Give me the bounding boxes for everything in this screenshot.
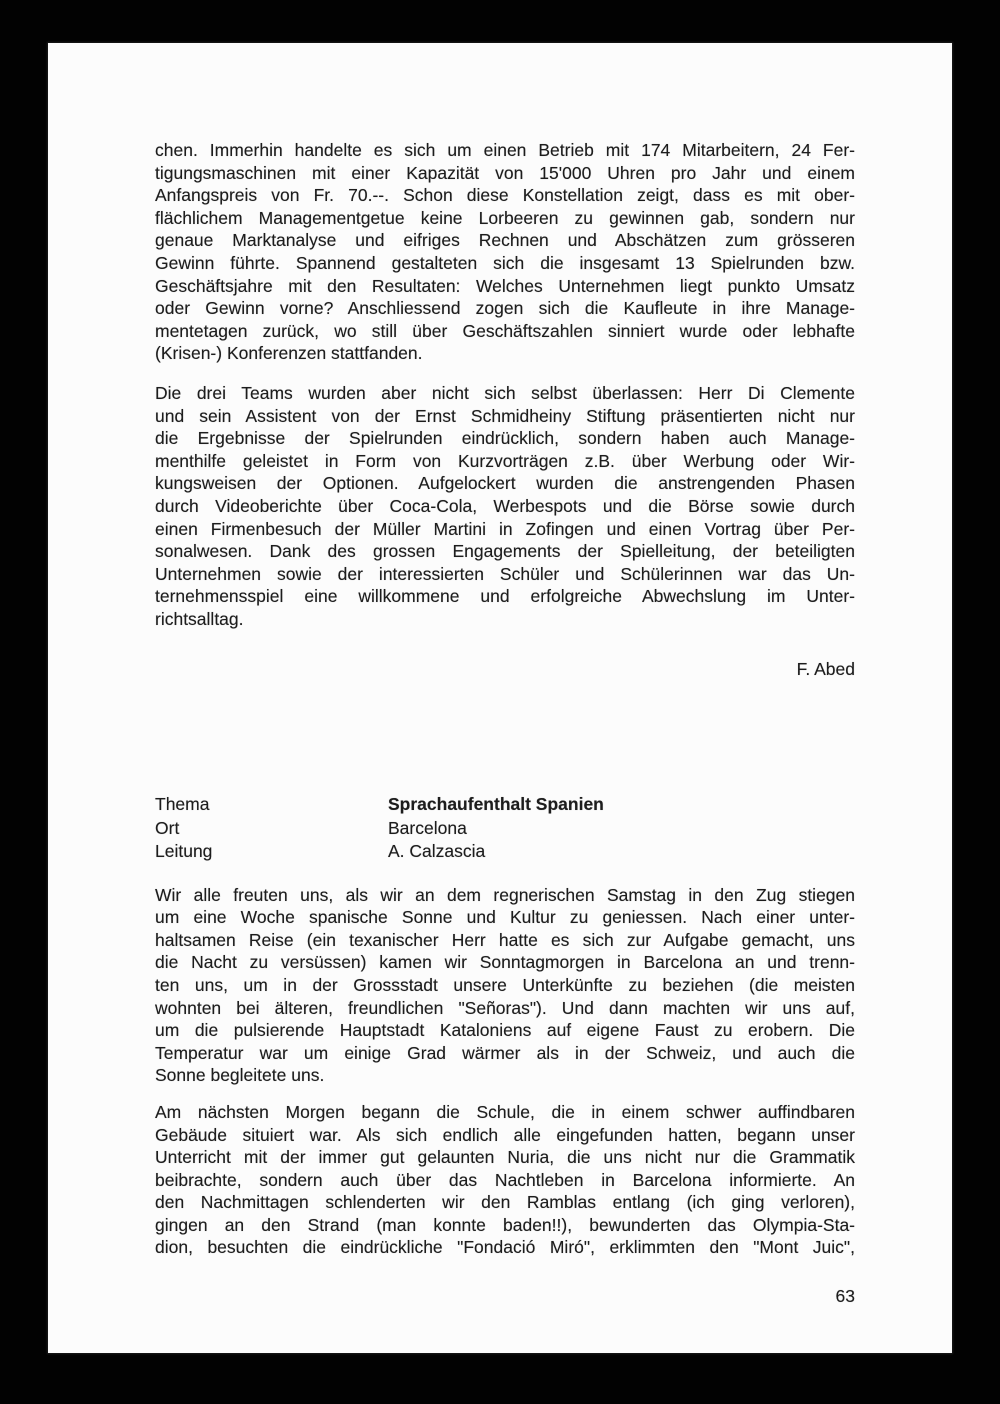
text-line: die Nacht zu versüssen) kamen wir Sonntagmorgen in Barcelona an und trenn- [155,952,855,973]
meta-value-ort: Barcelona [388,817,467,838]
text-line: tigungsmaschinen mit einer Kapazität von 15'000 Uhren pro Jahr und einem [155,162,855,183]
text-line: dion, besuchten die eindrückliche "Fondació Miró", erklimmten den "Mont Juic", [155,1237,855,1258]
text-line: Unternehmen sowie der interessierten Schüler und Schülerinnen war das Un- [155,563,855,584]
text-line: Geschäftsjahre mit den Resultaten: Welches Unternehmen liegt punkto Umsatz [155,275,855,296]
text-line: Die drei Teams wurden aber nicht sich selbst überlassen: Herr Di Clemente [155,382,855,403]
text-line: haltsamen Reise (ein texanischer Herr hatte es sich zur Aufgabe gemacht, uns [155,929,855,950]
text-line: um die pulsierende Hauptstadt Kataloniens auf eigene Faust zu erobern. Die [155,1020,855,1041]
text-line: oder Gewinn vorne? Anschliessend zogen sich die Kaufleute in ihre Manage- [155,298,855,319]
text-line: menthilfe geleistet in Form von Kurzvorträgen z.B. über Werbung oder Wir- [155,450,855,471]
text-line: und sein Assistent von der Ernst Schmidheiny Stiftung präsentierten nicht nur [155,405,855,426]
text-line: Am nächsten Morgen begann die Schule, die in einem schwer auffindbaren [155,1101,855,1122]
text-line: Temperatur war um einige Grad wärmer als in der Schweiz, und auch die [155,1042,855,1063]
text-line: richtsalltag. [155,608,244,629]
page-content [155,43,855,1308]
meta-row-thema [155,793,855,817]
text-line: gingen an den Strand (man konnte baden!!), bewunderten das Olympia-Sta- [155,1214,855,1235]
text-line: um eine Woche spanische Sonne und Kultur zu geniessen. Nach einer unter- [155,907,855,928]
text-line: durch Videoberichte über Coca-Cola, Werbespots und die Börse sowie durch [155,495,855,516]
author-signature: F. Abed [796,659,855,680]
paragraph-zugfahrt-barcelona [155,884,855,1087]
meta-value-leitung: A. Calzascia [388,841,486,862]
text-line: wohnten bei älteren, freundlichen "Señoras"). Und dann machten wir uns auf, [155,997,855,1018]
paragraph-drei-teams [155,382,855,631]
paragraph-schule-ausfluege [155,1101,855,1259]
text-line: flächlichem Managementgetue keine Lorbeeren zu gewinnen gab, sondern nur [155,207,855,228]
meta-row-ort [155,817,855,841]
text-line: die Ergebnisse der Spielrunden eindrücklich, sondern haben auch Manage- [155,428,855,449]
text-line: den Nachmittagen schlenderten wir den Ramblas entlang (ich ging verloren), [155,1192,855,1213]
text-line: beibrachte, sondern auch über das Nachtleben in Barcelona informierte. An [155,1169,855,1190]
text-line: Gewinn führte. Spannend gestalteten sich die insgesamt 13 Spielrunden bzw. [155,252,855,273]
document-page [48,43,952,1353]
text-line: Anfangspreis von Fr. 70.--. Schon diese Konstellation zeigt, dass es mit ober- [155,185,855,206]
article-meta-block [155,793,855,864]
meta-label-thema: Thema [155,794,210,815]
meta-row-leitung [155,840,855,864]
text-line: (Krisen-) Konferenzen stattfanden. [155,343,423,364]
paragraph-unternehmensspiel-fortsetzung [155,139,855,365]
meta-label-leitung: Leitung [155,841,213,862]
meta-label-ort: Ort [155,817,180,838]
text-line: mentetagen zurück, wo still über Geschäftszahlen sinniert wurde oder lebhafte [155,320,855,341]
text-line: chen. Immerhin handelte es sich um einen Betrieb mit 174 Mitarbeitern, 24 Fer- [155,140,855,160]
text-line: Sonne begleitete uns. [155,1065,325,1086]
text-line: sonalwesen. Dank des grossen Engagements der Spielleitung, der beteiligten [155,541,855,562]
meta-value-thema: Sprachaufenthalt Spanien [388,794,604,815]
text-line: ten uns, um in der Grossstadt unsere Unterkünfte zu beziehen (die meisten [155,974,855,995]
text-line: genaue Marktanalyse und eifriges Rechnen und Abschätzen zum grösseren [155,230,855,251]
text-line: einen Firmenbesuch der Müller Martini in Zofingen und einen Vortrag über Per- [155,518,855,539]
text-line: ternehmensspiel eine willkommene und erfolgreiche Abwechslung im Unter- [155,586,855,607]
text-line: Unterricht mit der immer gut gelaunten Nuria, die uns nicht nur die Grammatik [155,1147,855,1168]
text-line: Gebäude situiert war. Als sich endlich alle eingefunden hatten, begann unser [155,1124,855,1145]
text-line: kungsweisen der Optionen. Aufgelockert wurden die anstrengenden Phasen [155,473,855,494]
text-line: Wir alle freuten uns, als wir an dem regnerischen Samstag in den Zug stiegen [155,884,855,905]
page-number: 63 [835,1286,855,1307]
